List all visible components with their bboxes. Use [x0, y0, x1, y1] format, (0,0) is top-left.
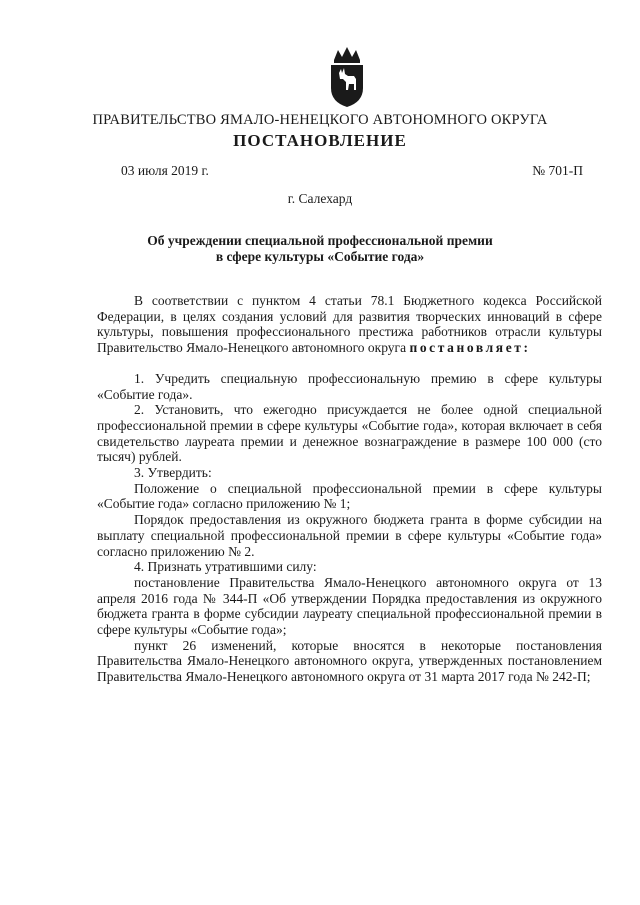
item-3-1: Положение о специальной профессиональной премии в сфере культуры «Событие года» согласно приложению № 1;	[97, 480, 602, 512]
item-4-1: постановление Правительства Ямало-Ненецкого автономного округа от 13 апреля 2016 года № 344-П «Об утверждении Порядка предоставления из окружного бюджета гранта в форме субсидии лауреату специальной профессиональной премии в сфере культуры «Событие года»;	[97, 574, 602, 638]
title-line-1: Об учреждении специальной профессиональной премии	[147, 233, 493, 248]
item-3: 3. Утвердить:	[134, 465, 212, 481]
decree-word: постановляет:	[409, 340, 531, 356]
title-line-2: в сфере культуры «Событие года»	[215, 249, 425, 264]
preamble	[97, 293, 602, 356]
government-name: ПРАВИТЕЛЬСТВО ЯМАЛО-НЕНЕЦКОГО АВТОНОМНОГО ОКРУГА	[92, 112, 548, 128]
document-title	[0, 233, 640, 265]
document-date: 03 июля 2019 г.	[121, 163, 209, 178]
item-3-2: Порядок предоставления из окружного бюджета гранта в форме субсидии на выплату специальной профессиональной премии в сфере культуры «Событие года» согласно приложению № 2.	[97, 512, 602, 559]
preamble-text: В соответствии с пунктом 4 статьи 78.1 Бюджетного кодекса Российской Федерации, в целях создания условий для развития творческих инноваций в сфере культуры, повышения профессионального престижа работников отрасли культуры Правительство Ямало-Ненецкого автономного округа	[97, 293, 602, 356]
item-1: 1. Учредить специальную профессиональную премию в сфере культуры «Событие года».	[97, 370, 602, 402]
document-body	[97, 293, 602, 685]
item-2: 2. Установить, что ежегодно присуждается не более одной специальной профессиональной премии в сфере культуры «Событие года», которая включает в себя свидетельство лауреата премии и денежное вознаграждение в размере 100 000 (сто тысяч) рублей.	[97, 402, 602, 465]
item-4-2: пункт 26 изменений, которые вносятся в некоторые постановления Правительства Ямало-Ненецкого автономного округа, утвержденных постановлением Правительства Ямало-Ненецкого автономного округа от 31 марта 2017 года № 242-П;	[97, 637, 602, 685]
item-4: 4. Признать утратившими силу:	[134, 559, 317, 575]
coat-of-arms-icon	[325, 46, 369, 108]
document-number: № 701-П	[532, 163, 583, 178]
document-type: ПОСТАНОВЛЕНИЕ	[233, 131, 407, 150]
document-city: г. Салехард	[287, 191, 353, 206]
